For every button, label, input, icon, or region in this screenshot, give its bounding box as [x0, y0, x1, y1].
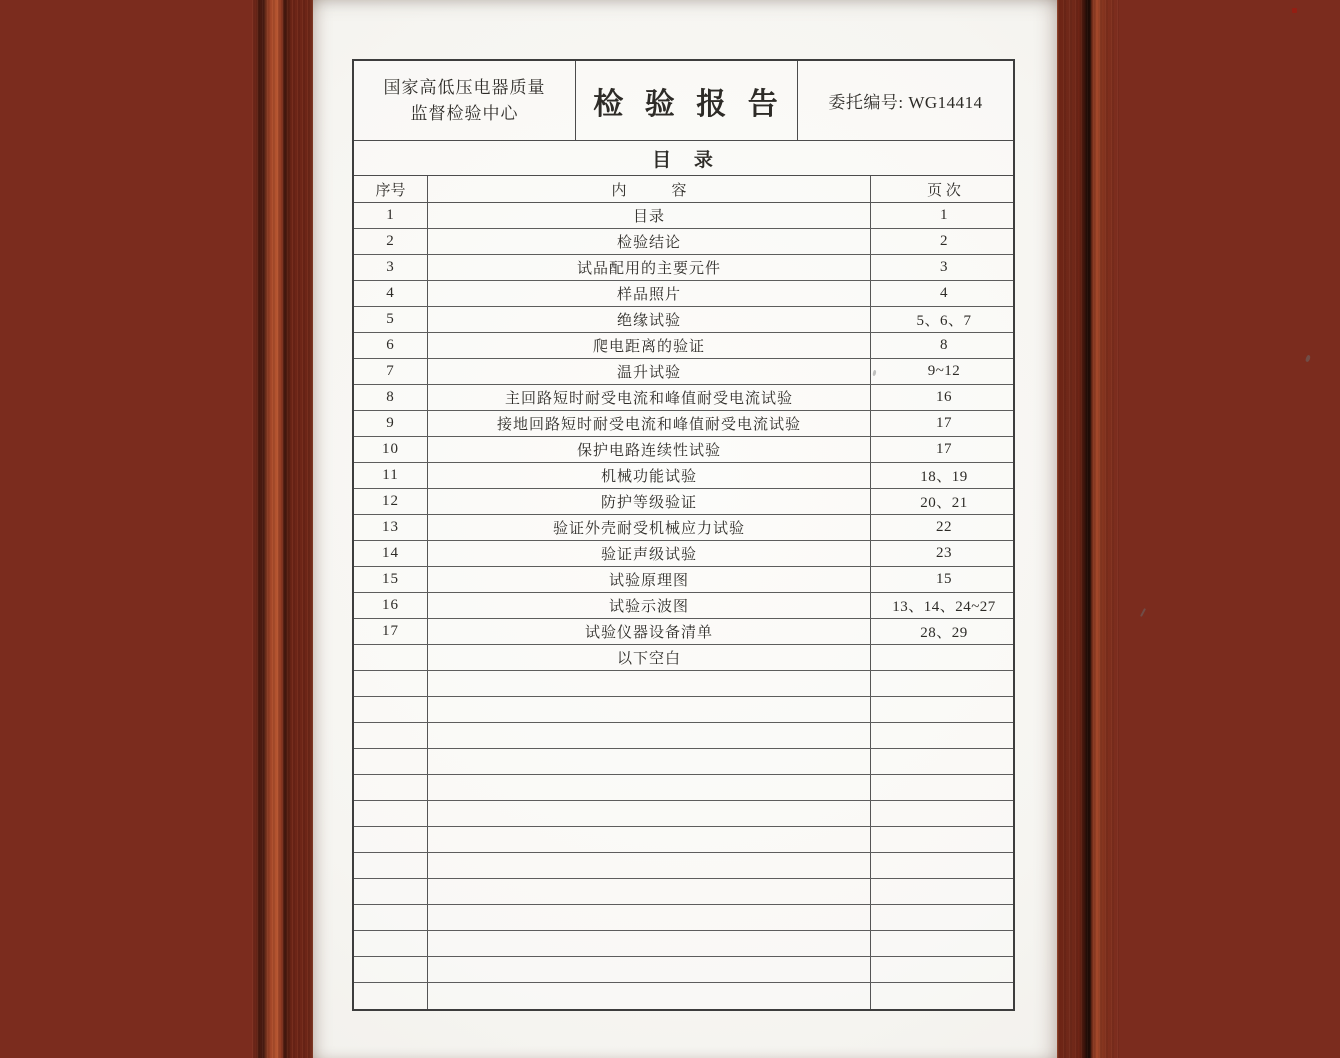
toc-column-header-row [354, 176, 1013, 203]
toc-cell-index [354, 697, 427, 722]
toc-cell-page [870, 801, 1017, 826]
toc-cell-content: 防护等级验证 [427, 489, 870, 514]
ref-number-cell [797, 61, 1013, 140]
toc-row [354, 229, 1013, 255]
toc-cell-page [870, 645, 1017, 670]
toc-cell-index [354, 775, 427, 800]
commission-ref-number: 委托编号: WG14414 [828, 93, 983, 112]
toc-cell-page [870, 983, 1017, 1009]
toc-row [354, 463, 1013, 489]
toc-cell-content: 绝缘试验 [427, 307, 870, 332]
toc-cell-index: 12 [382, 493, 399, 509]
toc-row [354, 489, 1013, 515]
toc-cell-content [427, 853, 870, 878]
toc-cell-content [427, 931, 870, 956]
toc-cell-content: 爬电距离的验证 [427, 333, 870, 358]
toc-cell-content: 试品配用的主要元件 [427, 255, 870, 280]
toc-row [354, 801, 1013, 827]
toc-row [354, 359, 1013, 385]
toc-row [354, 827, 1013, 853]
toc-cell-content [427, 983, 870, 1009]
toc-cell-index: 4 [386, 285, 395, 301]
toc-cell-page: 9~12 [870, 359, 1017, 384]
toc-cell-content: 保护电路连续性试验 [427, 437, 870, 462]
toc-row [354, 697, 1013, 723]
col-header-content: 内 容 [427, 176, 870, 202]
toc-row [354, 983, 1013, 1009]
toc-cell-index [354, 671, 427, 696]
toc-cell-page [870, 749, 1017, 774]
toc-cell-content: 接地回路短时耐受电流和峰值耐受电流试验 [427, 411, 870, 436]
toc-cell-page [870, 957, 1017, 982]
toc-cell-content [427, 723, 870, 748]
toc-cell-index: 17 [382, 623, 399, 639]
toc-cell-page: 23 [870, 541, 1017, 566]
toc-row [354, 619, 1013, 645]
toc-cell-page: 18、19 [870, 463, 1017, 488]
toc-cell-content [427, 801, 870, 826]
toc-row [354, 541, 1013, 567]
toc-row [354, 931, 1013, 957]
toc-cell-content: 主回路短时耐受电流和峰值耐受电流试验 [427, 385, 870, 410]
toc-cell-index: 1 [386, 207, 395, 223]
toc-cell-index [354, 853, 427, 878]
toc-cell-content: 验证外壳耐受机械应力试验 [427, 515, 870, 540]
toc-cell-index [354, 749, 427, 774]
toc-row [354, 411, 1013, 437]
toc-cell-index [354, 801, 427, 826]
toc-cell-index [354, 645, 427, 670]
toc-cell-page [870, 671, 1017, 696]
toc-row [354, 333, 1013, 359]
toc-cell-page [870, 879, 1017, 904]
toc-section-title: 目 录 [354, 141, 1013, 176]
toc-cell-content: 试验仪器设备清单 [427, 619, 870, 644]
toc-cell-page: 22 [870, 515, 1017, 540]
toc-cell-content: 温升试验 [427, 359, 870, 384]
toc-cell-page [870, 931, 1017, 956]
toc-table [352, 59, 1015, 1011]
toc-cell-page [870, 723, 1017, 748]
toc-cell-page: 4 [870, 281, 1017, 306]
toc-cell-page [870, 905, 1017, 930]
toc-row [354, 905, 1013, 931]
toc-row [354, 749, 1013, 775]
toc-cell-index: 10 [382, 441, 399, 457]
toc-cell-index [354, 827, 427, 852]
toc-cell-index [354, 723, 427, 748]
scan-speck [1292, 8, 1297, 13]
toc-cell-page: 20、21 [870, 489, 1017, 514]
toc-row [354, 567, 1013, 593]
toc-cell-index: 16 [382, 597, 399, 613]
toc-row [354, 515, 1013, 541]
toc-cell-page: 17 [870, 411, 1017, 436]
report-page [313, 0, 1057, 1058]
toc-cell-index [354, 931, 427, 956]
toc-row [354, 879, 1013, 905]
toc-cell-content: 以下空白 [427, 645, 870, 670]
toc-row [354, 957, 1013, 983]
toc-row [354, 437, 1013, 463]
toc-cell-page: 13、14、24~27 [870, 593, 1017, 618]
toc-row [354, 645, 1013, 671]
toc-cell-page: 15 [870, 567, 1017, 592]
col-header-index: 序号 [375, 182, 406, 199]
org-name-line2: 监督检验中心 [410, 103, 519, 123]
toc-cell-index [354, 983, 427, 1009]
report-title-cell [575, 61, 797, 140]
toc-cell-index: 7 [386, 363, 395, 379]
toc-row [354, 593, 1013, 619]
toc-cell-index [354, 879, 427, 904]
toc-cell-index: 15 [382, 571, 399, 587]
toc-cell-index [354, 905, 427, 930]
org-name-line1: 国家高低压电器质量 [383, 77, 546, 97]
toc-cell-page: 28、29 [870, 619, 1017, 644]
toc-cell-page [870, 775, 1017, 800]
toc-cell-index: 9 [386, 415, 395, 431]
col-header-page: 页 次 [870, 176, 1017, 202]
toc-cell-content: 试验示波图 [427, 593, 870, 618]
toc-row [354, 203, 1013, 229]
toc-cell-content [427, 879, 870, 904]
toc-cell-content [427, 749, 870, 774]
toc-row [354, 671, 1013, 697]
toc-row [354, 385, 1013, 411]
toc-cell-content [427, 827, 870, 852]
toc-row [354, 255, 1013, 281]
toc-cell-content [427, 697, 870, 722]
toc-row [354, 307, 1013, 333]
toc-row [354, 723, 1013, 749]
toc-cell-index: 5 [386, 311, 395, 327]
report-title: 检 验 报 告 [593, 87, 780, 121]
toc-cell-content: 目录 [427, 203, 870, 228]
toc-cell-index: 2 [386, 233, 395, 249]
toc-row [354, 775, 1013, 801]
toc-cell-page: 17 [870, 437, 1017, 462]
toc-cell-content [427, 775, 870, 800]
toc-cell-page: 2 [870, 229, 1017, 254]
toc-cell-page: 8 [870, 333, 1017, 358]
toc-cell-index [354, 957, 427, 982]
toc-row [354, 853, 1013, 879]
toc-cell-page [870, 853, 1017, 878]
toc-cell-page: 3 [870, 255, 1017, 280]
toc-cell-content: 验证声级试验 [427, 541, 870, 566]
toc-row [354, 281, 1013, 307]
toc-cell-index: 6 [386, 337, 395, 353]
toc-body [354, 203, 1013, 1009]
report-header-row [354, 61, 1013, 141]
toc-cell-page [870, 827, 1017, 852]
frame-left-wood-strip [252, 0, 313, 1058]
toc-cell-index: 13 [382, 519, 399, 535]
frame-right-wood-strip [1057, 0, 1119, 1058]
toc-cell-index: 8 [386, 389, 395, 405]
toc-cell-page [870, 697, 1017, 722]
toc-cell-content [427, 905, 870, 930]
toc-cell-page: 1 [870, 203, 1017, 228]
org-name-cell [354, 61, 575, 140]
toc-cell-page: 5、6、7 [870, 307, 1017, 332]
toc-cell-index: 11 [382, 467, 399, 483]
toc-cell-content: 检验结论 [427, 229, 870, 254]
toc-cell-page: 16 [870, 385, 1017, 410]
toc-cell-content [427, 671, 870, 696]
toc-cell-index: 3 [386, 259, 395, 275]
toc-cell-index: 14 [382, 545, 399, 561]
toc-cell-content: 机械功能试验 [427, 463, 870, 488]
toc-cell-content [427, 957, 870, 982]
toc-cell-content: 样品照片 [427, 281, 870, 306]
toc-cell-content: 试验原理图 [427, 567, 870, 592]
